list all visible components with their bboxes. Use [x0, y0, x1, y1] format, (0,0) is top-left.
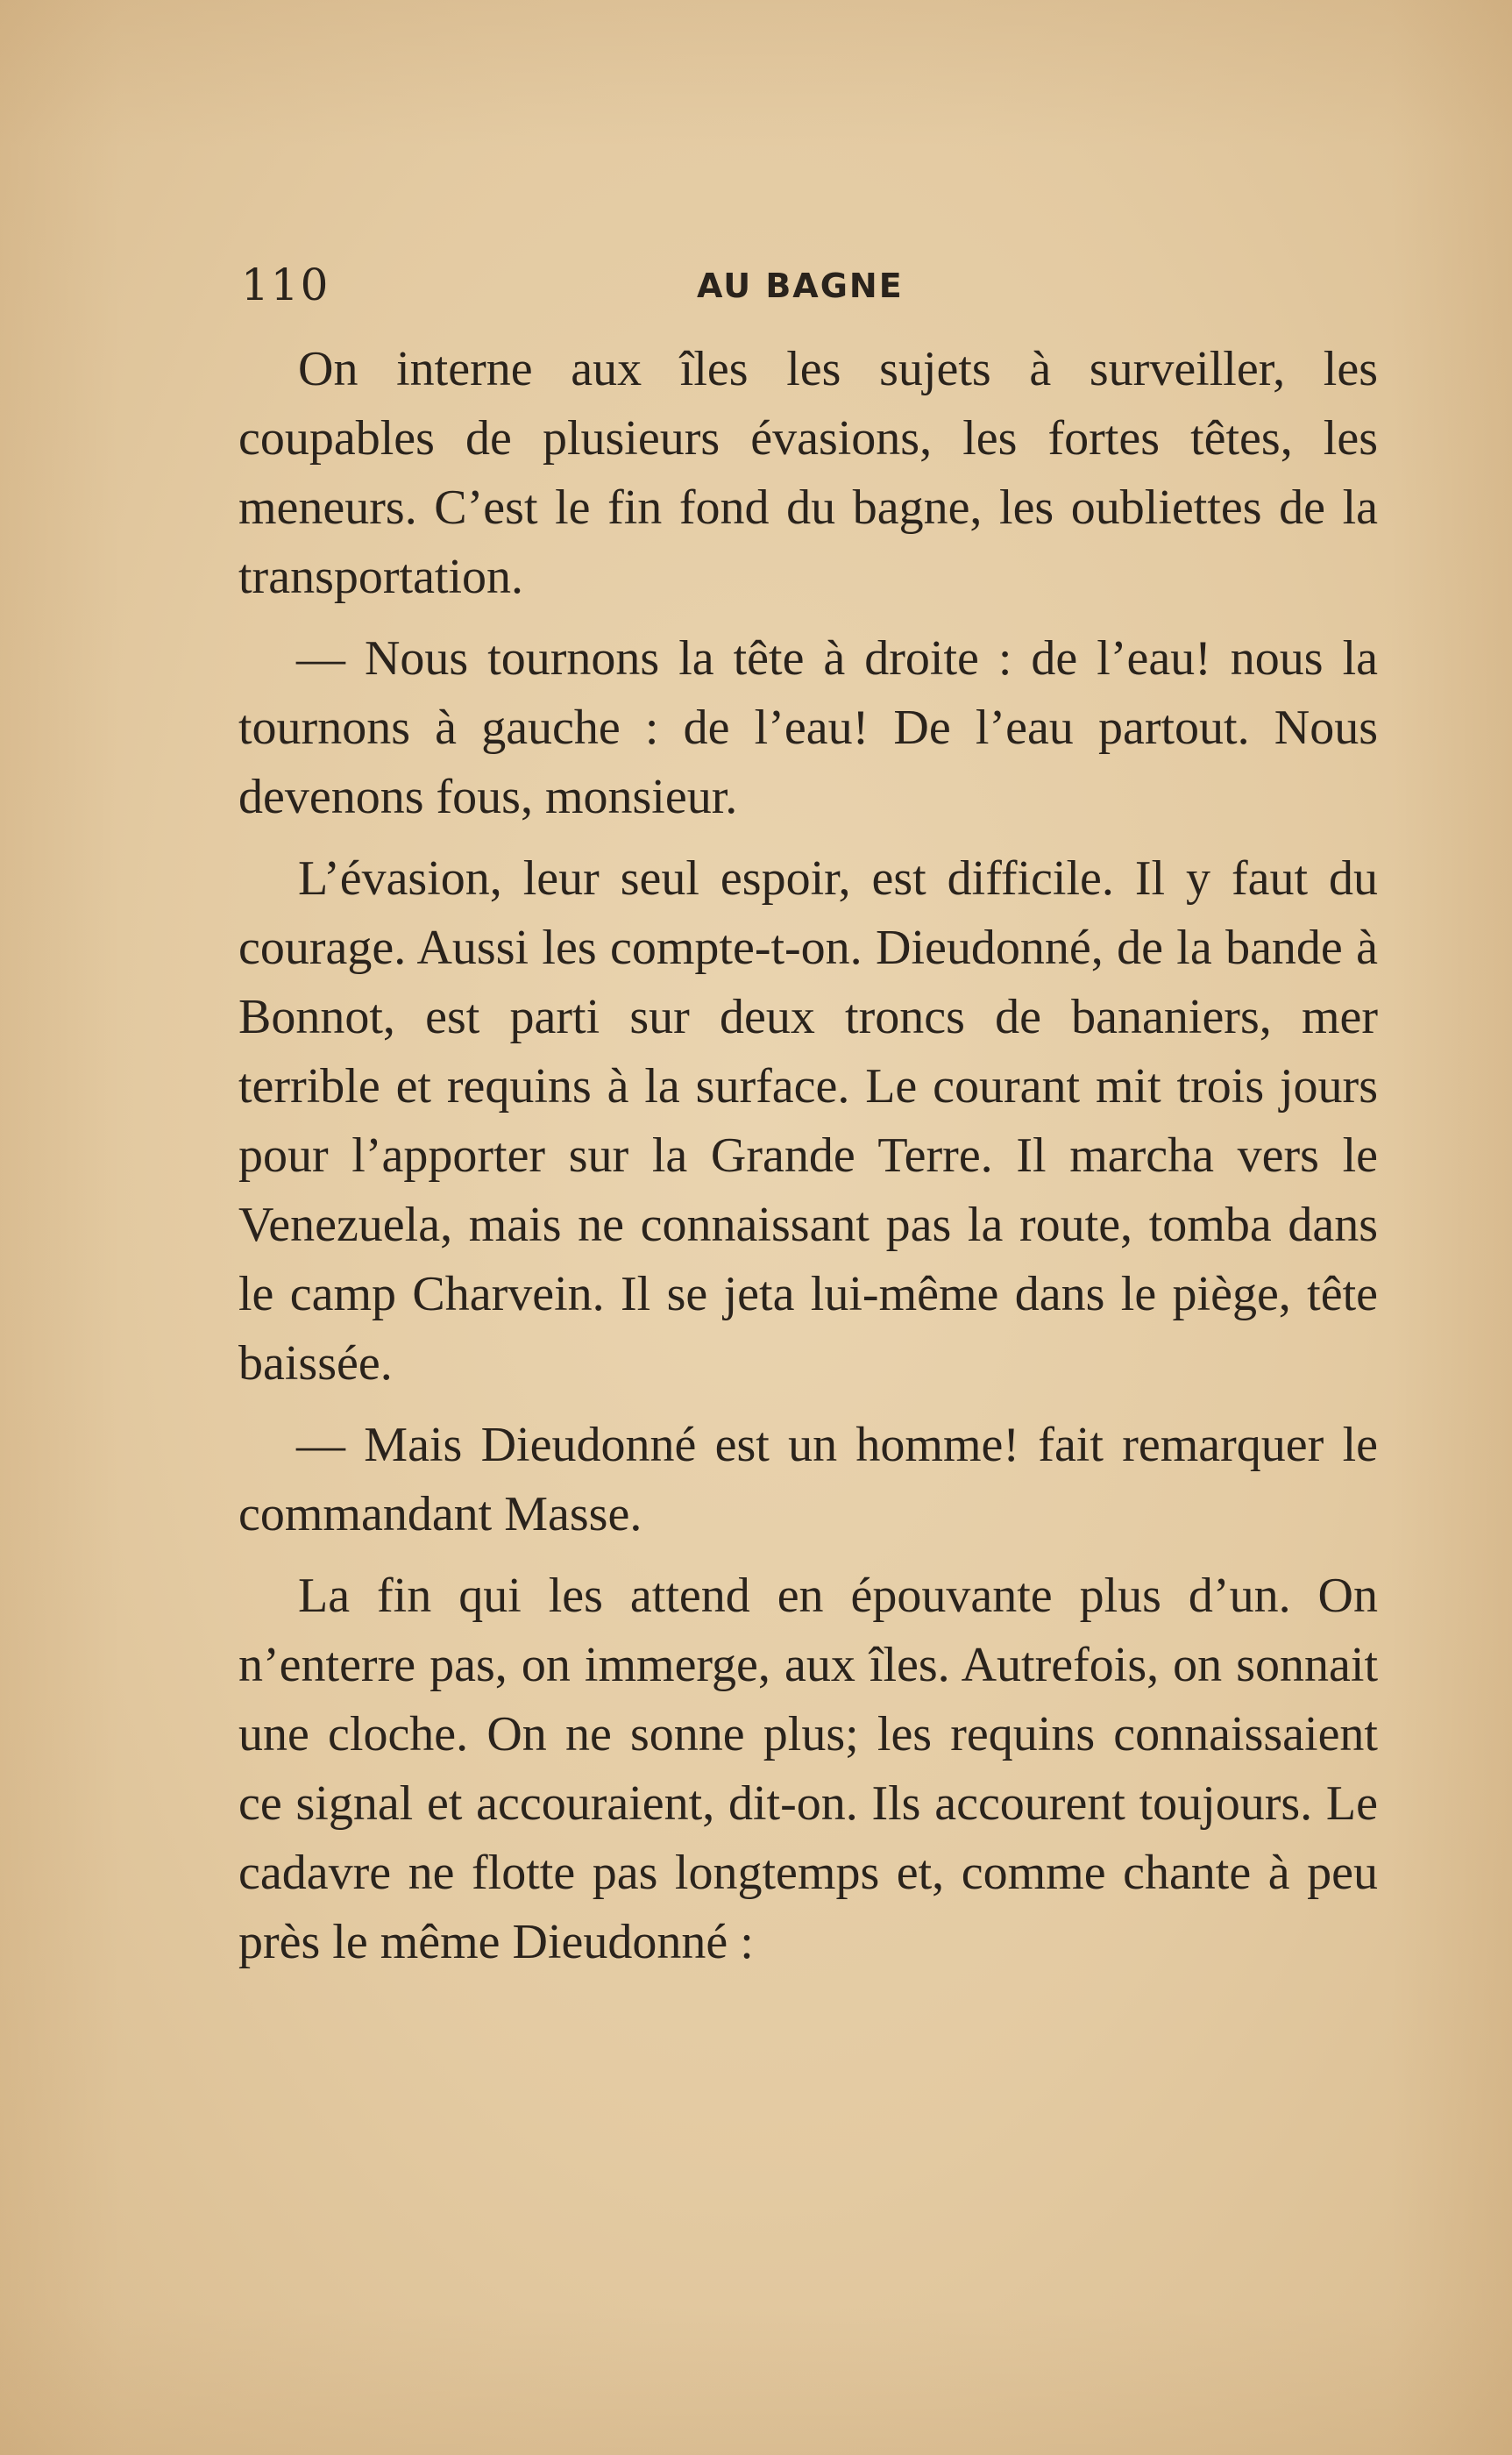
- page-number: 110: [241, 260, 330, 310]
- running-title: AU BAGNE: [697, 267, 904, 305]
- body-text: [238, 335, 1378, 1989]
- page-header: [241, 260, 1377, 312]
- dialogue-paragraph: — Nous tournons la tête à droite : de l’eau! nous la tournons à gauche : de l’eau! De l’eau partout. Nous devenons fous, monsieur.: [238, 631, 1378, 824]
- dialogue-paragraph: — Mais Dieudonné est un homme! fait remarquer le commandant Masse.: [238, 1418, 1378, 1541]
- paragraph: L’évasion, leur seul espoir, est difficile. Il y faut du courage. Aussi les compte-t-on. Dieudonné, de la bande à Bonnot, est parti sur deux troncs de bananiers, mer terrible et requins à la surface. Le courant mit trois jours pour l’apporter sur la Grande Terre. Il marcha vers le Venezuela, mais ne connaissant pas la route, tomba dans le camp Charvein. Il se jeta lui-même dans le piège, tête baissée.: [238, 851, 1378, 1391]
- paragraph: La fin qui les attend en épouvante plus d’un. On n’enterre pas, on immerge, aux îles. Autrefois, on sonnait une cloche. On ne sonne plus; les requins connaissaient ce signal et accouraient, dit-on. Ils accourent toujours. Le cadavre ne flotte pas longtemps et, comme chante à peu près le même Dieudonné :: [238, 1569, 1378, 1969]
- paragraph: On interne aux îles les sujets à surveiller, les coupables de plusieurs évasions, les fortes têtes, les meneurs. C’est le fin fond du bagne, les oubliettes de la transportation.: [238, 342, 1378, 604]
